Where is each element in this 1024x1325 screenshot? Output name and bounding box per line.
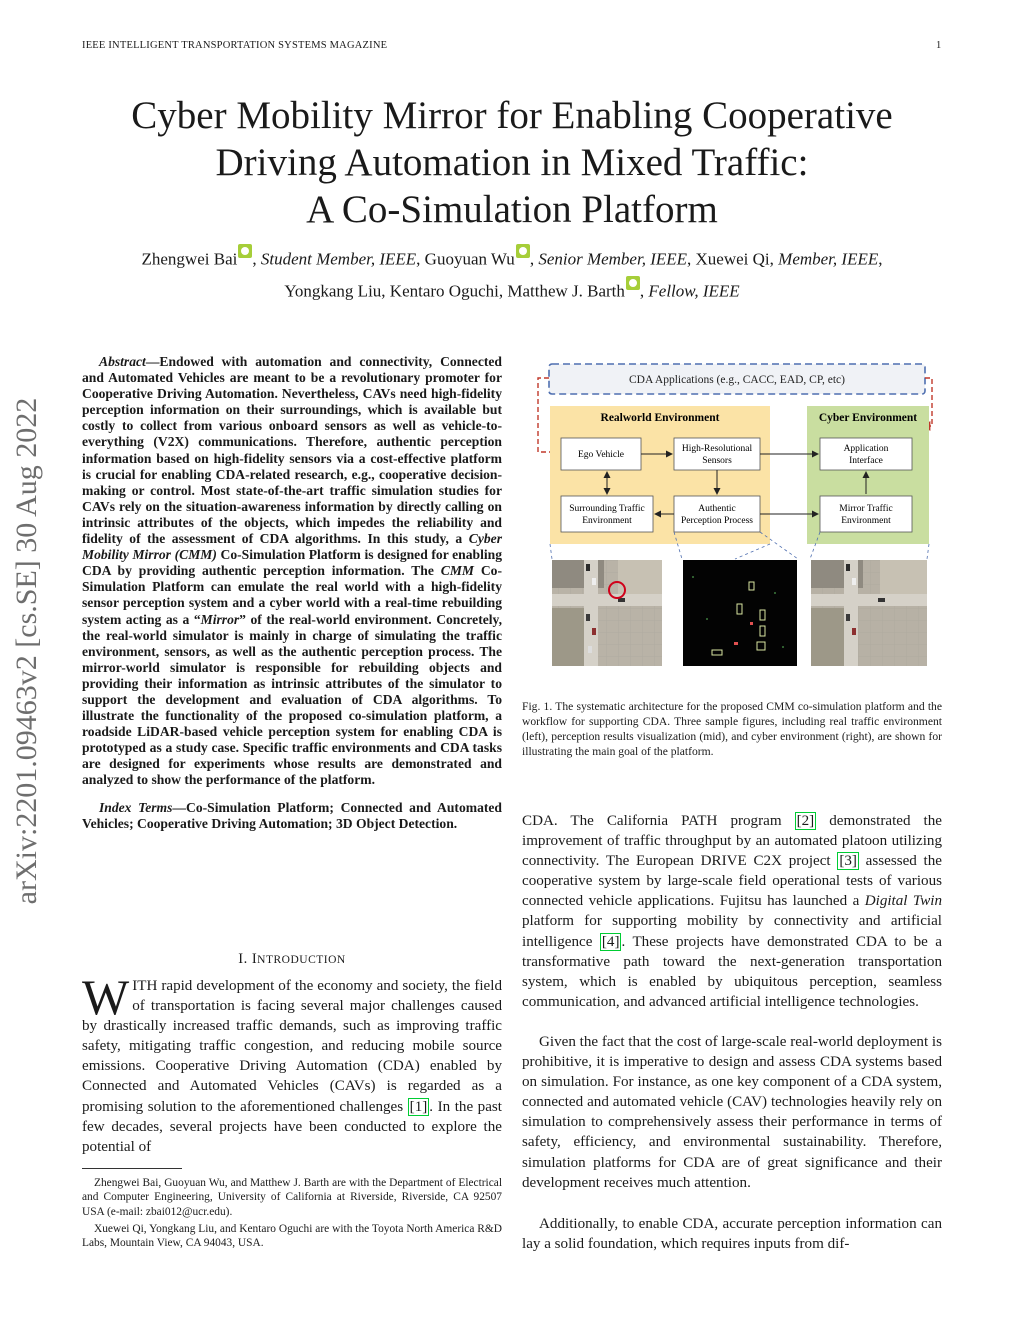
- orcid-icon[interactable]: [516, 244, 530, 258]
- arxiv-identifier: arXiv:2201.09463v2 [cs.SE] 30 Aug 2022: [10, 397, 43, 905]
- abstract: [82, 354, 502, 832]
- citation-link[interactable]: [1]: [409, 1098, 428, 1115]
- body-text: assessed the cooperative system by large-scale field operational tests of various connected vehicle applications. Fujitsu has launched a: [522, 853, 942, 910]
- footnote-rule: [82, 1168, 182, 1169]
- body-text: Given the fact that the cost of large-scale real-world deployment is prohibitive, it is imperative to design and assess CDA systems based on simulation. For instance, as one key component of a CDA system, connected and automated vehicle (CAV) technologies heavily rely on simulation to comprehensively assess their performance in terms of safety, efficiency, and environmental sustainability. Therefore, simulation platforms for CDA are of great significance and their development receives much attention.: [522, 1034, 942, 1191]
- body-paragraph-1: [522, 811, 942, 1012]
- journal-header: IEEE INTELLIGENT TRANSPORTATION SYSTEMS MAGAZINE: [82, 40, 388, 51]
- title-line-2: Driving Automation in Mixed Traffic:: [215, 141, 809, 184]
- abstract-term: CMM: [440, 563, 475, 579]
- body-text: Additionally, to enable CDA, accurate perception information can lay a solid foundation, which requires inputs from dif-: [522, 1216, 942, 1253]
- abstract-text: —Endowed with automation and connectivity, Connected and Automated Vehicles are meant to be a revolutionary promoter for Cooperative Driving Automation. Nevertheless, CAVs need high-fidelity perception information on their surroundings, which is available but costly to collect from various onboard sensors as well as vehicle-to-everything (V2X) communications. Therefore, authentic perception information based on high-fidelity sensors via a cost-effective platform is crucial for enabling CDA-related research, e.g., cooperative decision-making or control. Most state-of-the-art traffic simulation studies for CAVs rely on the situation-awareness information by directly calling on intrinsic attributes of the objects, which impedes the reliability and fidelity of the assessment of CDA algorithms. In this study, a: [82, 354, 502, 547]
- authentic-perception-label: Authentic: [698, 504, 736, 514]
- orcid-icon[interactable]: [238, 244, 252, 258]
- author-role: Fellow, IEEE: [648, 281, 740, 301]
- abstract-term: Mirror: [200, 611, 240, 627]
- title-line-1: Cyber Mobility Mirror for Enabling Cooperative: [131, 94, 893, 137]
- body-text: demonstrated the improvement of traffic throughput by an automated platoon utilizing connectivity. The European DRIVE C2X project: [522, 813, 942, 870]
- abstract-label: Abstract: [99, 354, 146, 369]
- index-terms: [82, 800, 502, 832]
- intro-text: ITH rapid development of the economy and society, the field of transportation is facing several major challenges caused by drastically increased traffic demands, such as improving traffic safety, mitigating traffic congestion, and reducing mobile source emissions. Cooperative Driving Automation (CDA) enabled by Connected and Automated Vehicles (CAVs) is regarded as a promising solution to the aforementioned challenges: [82, 978, 502, 1115]
- footnote-affiliation-2: Xuewei Qi, Yongkang Liu, and Kentaro Oguchi are with the Toyota North America R&D Labs, Mountain View, CA 94043, USA.: [82, 1223, 502, 1250]
- body-paragraph-2: [522, 1032, 942, 1193]
- application-interface-label: Interface: [849, 456, 883, 466]
- surrounding-traffic-label: Surrounding Traffic: [569, 504, 645, 514]
- author-name: Guoyuan Wu: [424, 249, 515, 269]
- author-role: Member, IEEE: [778, 249, 879, 269]
- author-names: Yongkang Liu, Kentaro Oguchi, Matthew J. Barth: [284, 281, 625, 301]
- surrounding-traffic-box: [561, 496, 653, 532]
- real-traffic-image: [552, 560, 662, 666]
- surrounding-traffic-label: Environment: [582, 516, 632, 526]
- abstract-text: Co-Simulation Platform is designed for enabling CDA by providing authentic perception information. The: [82, 547, 502, 579]
- sensors-label: Sensors: [702, 456, 732, 466]
- body-text: . These projects have demonstrated CDA to be a transformative path toward the next-generation transportation system, which is enabled by ubiquitous perception, seamless communication, and advanced artificial intelligence technologies.: [522, 933, 942, 1010]
- citation-link[interactable]: [2]: [796, 813, 815, 829]
- sensors-label: High-Resolutional: [681, 444, 753, 454]
- figure-1-caption: Fig. 1. The systematic architecture for the proposed CMM co-simulation platform and the workflow for supporting CDA. Three sample figures, including real traffic environment (left), perception results visualization (mid), and cyber environment (right), are shown for illustrating the main goal of the platform.: [522, 700, 942, 758]
- citation-link[interactable]: [3]: [839, 853, 857, 870]
- orcid-icon[interactable]: [626, 276, 640, 290]
- footnote-affiliation-1: Zhengwei Bai, Guoyuan Wu, and Matthew J. Barth are with the Department of Electrical and Computer Engineering, University of California at Riverside, Riverside, CA 92507 USA (e-mail: zbai012@ucr.edu).: [82, 1177, 502, 1218]
- author-role: Senior Member, IEEE: [538, 249, 688, 269]
- body-paragraph-3: [522, 1214, 942, 1254]
- authentic-perception-label: Perception Process: [680, 516, 754, 526]
- introduction-paragraph: [82, 969, 502, 1157]
- index-terms-label: Index Terms: [99, 799, 173, 815]
- authentic-perception-box: [674, 496, 760, 532]
- ego-vehicle-label: Ego Vehicle: [578, 450, 624, 460]
- page-number: 1: [936, 40, 942, 51]
- intro-text: . In the past few decades, several projects have been conducted to explore the potential of: [82, 1098, 502, 1155]
- abstract-text: ” of the real-world environment. Concretely, the real-world simulator is mainly in charge of simulating the traffic environment, sensors, as well as the authentic perception process. The mirror-world simulator is responsible for rebuilding objects and providing their information as intrinsic attributes of the simulator to support the development and evaluation of CDA algorithms. To illustrate the functionality of the proposed co-simulation platform, a roadside LiDAR-based vehicle perception system for enabling CDA is prototyped as a study case. Specific traffic environments and CDA tasks are designed for experiments whose results are demonstrated and analyzed to show the performance of the platform.: [82, 611, 502, 788]
- index-terms-text: —Co-Simulation Platform; Connected and Automated Vehicles; Cooperative Driving Automation; 3D Object Detection.: [82, 799, 502, 831]
- application-interface-label: Application: [843, 444, 889, 454]
- mirror-traffic-label: Environment: [841, 516, 891, 526]
- section-heading-introduction: [82, 951, 502, 968]
- figure-1-architecture: [522, 356, 942, 686]
- realworld-title: Realworld Environment: [600, 412, 720, 424]
- title-line-3: A Co-Simulation Platform: [306, 188, 718, 231]
- drop-cap: W: [82, 969, 130, 1025]
- author-name: Xuewei Qi: [695, 249, 770, 269]
- citation-link[interactable]: [4]: [601, 933, 620, 950]
- author-line-2: Yongkang Liu, Kentaro Oguchi, Matthew J. Barth , Fellow, IEEE: [60, 276, 964, 302]
- cyber-environment-image: [811, 560, 927, 666]
- paper-title: [60, 92, 964, 233]
- abstract-term: Cyber Mobility Mirror (CMM): [82, 531, 502, 563]
- body-text: platform for supporting mobility by connectivity and artificial intelligence: [522, 913, 942, 950]
- section-title: NTRODUCTION: [257, 954, 346, 966]
- author-role: Student Member, IEEE: [260, 249, 417, 269]
- abstract-text: Co-Simulation Platform can emulate the real world with a high-fidelity sensor perception system and a cyber world with a real-time rebuilding system acting as a “: [82, 563, 503, 627]
- section-number: I. I: [238, 951, 258, 967]
- cyber-title: Cyber Environment: [818, 412, 918, 424]
- mirror-traffic-label: Mirror Traffic: [839, 504, 893, 514]
- body-term: Digital Twin: [864, 893, 942, 910]
- author-name: Zhengwei Bai: [141, 249, 238, 269]
- cda-applications-label: CDA Applications (e.g., CACC, EAD, CP, etc): [629, 374, 845, 386]
- body-text: CDA. The California PATH program: [522, 813, 795, 829]
- perception-visualization-image: [683, 560, 797, 666]
- mirror-traffic-box: [820, 496, 912, 532]
- author-line-1: Zhengwei Bai , Student Member, IEEE, Guoyuan Wu , Senior Member, IEEE, Xuewei Qi, Member, IEEE,: [60, 244, 964, 270]
